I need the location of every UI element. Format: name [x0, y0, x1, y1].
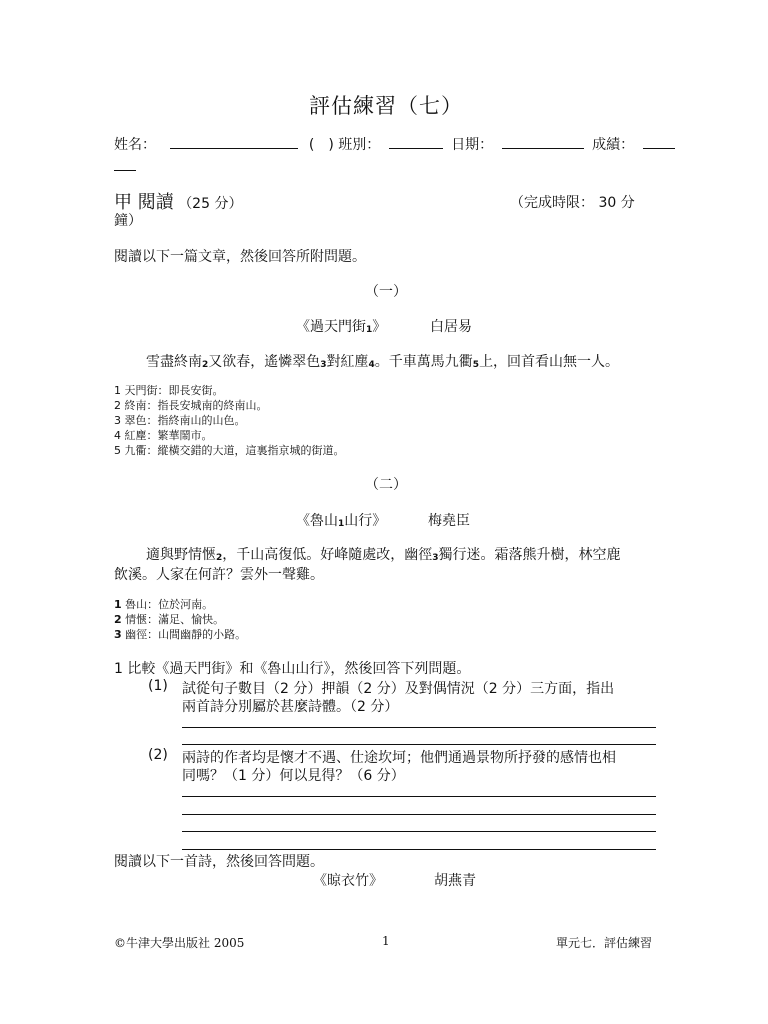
poem1-title-close: 》	[372, 319, 387, 335]
footnote-number: 1	[114, 598, 122, 611]
answer-line[interactable]	[182, 796, 656, 797]
question-1b-line2: 同嗎？（1 分）何以見得？（6 分）	[182, 768, 405, 784]
section-marks: （25 分）	[178, 196, 243, 212]
student-info-row	[114, 134, 675, 154]
footnote-number: 3	[114, 628, 122, 641]
footer-copyright: ©牛津大學出版社 2005	[114, 936, 245, 950]
question-1b-line1: 兩詩的作者均是懷才不遇、仕途坎坷；他們通過景物所抒發的感情也相	[182, 750, 616, 766]
question-1a-label: (1)	[148, 678, 168, 694]
footnote: 3 翠色：指終南山的山色。	[114, 414, 246, 427]
poem2-title	[296, 510, 386, 530]
poem1-text-part: 又欲春，遙憐翠色	[208, 354, 321, 370]
footnote-number: 2	[114, 613, 122, 626]
date-label: 日期：	[451, 137, 494, 153]
poem1-title-text: 《過天門街	[296, 319, 366, 335]
footnote	[114, 597, 246, 612]
footnote-ref: 1	[366, 325, 373, 335]
poem2-author: 梅堯臣	[428, 513, 470, 529]
question-1-stem: 1 比較《過天門街》和《魯山山行》，然後回答下列問題。	[114, 661, 471, 677]
footer-unit: 單元七．評估練習	[556, 936, 653, 950]
score-field[interactable]	[643, 134, 675, 149]
poem2-number: （二）	[365, 477, 407, 493]
footnote: 1 天門街：即長安街。	[114, 384, 224, 397]
footnote: 4 紅塵：繁華鬧市。	[114, 429, 213, 442]
poem2-text-line2: 飲溪。人家在何許？雲外一聲雞。	[114, 567, 324, 583]
page-title: 評估練習（七）	[309, 94, 463, 118]
footnote-ref: 5	[472, 360, 480, 370]
poem2-text-part: ，千山高復低。好峰隨處改，幽徑	[222, 547, 433, 563]
footnote-ref: 3	[320, 360, 327, 370]
class-label: ( ) 班別：	[308, 137, 381, 153]
footnote-ref: 3	[432, 553, 439, 563]
poem1-text	[146, 351, 619, 371]
question-1a-line2: 兩首詩分別屬於甚麼詩體。（2 分）	[182, 699, 399, 715]
class-field[interactable]	[389, 134, 443, 149]
poem2-text-part: 獨行迷。霜落熊升樹，林空鹿	[438, 547, 621, 563]
name-label: 姓名：	[114, 137, 156, 153]
poem2-text-part: 適與野情愜	[146, 547, 216, 563]
answer-line[interactable]	[182, 727, 656, 728]
footnote-ref: 2	[216, 553, 223, 563]
footnote: 5 九衢：縱橫交錯的大道，這裏指京城的街道。	[114, 444, 345, 457]
footnote-ref: 4	[368, 360, 375, 370]
poem1-number: （一）	[365, 284, 407, 300]
score-label: 成績：	[592, 137, 635, 153]
footnote-ref: 1	[338, 519, 345, 529]
poem1-author: 白居易	[430, 319, 472, 335]
footer-page-number: 1	[382, 934, 390, 948]
time-limit-wrap: 鐘）	[114, 213, 142, 229]
question-1b-label: (2)	[148, 747, 168, 763]
footnote-text: 幽徑：山間幽靜的小路。	[121, 628, 247, 641]
poem1-text-part: 上，回首看山無一人。	[479, 354, 620, 370]
poem3-author: 胡燕青	[434, 873, 476, 889]
time-limit: （完成時限： 30 分	[510, 195, 635, 211]
poem1-text-part: 對紅塵	[326, 354, 369, 370]
instruction-1: 閱讀以下一篇文章，然後回答所附問題。	[114, 249, 366, 265]
poem1-text-part: 雪盡終南	[146, 354, 202, 370]
date-field[interactable]	[502, 134, 584, 149]
footnote: 2 終南：指長安城南的終南山。	[114, 399, 268, 412]
instruction-2: 閱讀以下一首詩，然後回答問題。	[114, 854, 324, 870]
footnote	[114, 612, 246, 627]
poem2-title-text: 《魯山	[296, 513, 338, 529]
answer-line[interactable]	[182, 831, 656, 832]
name-field[interactable]	[170, 134, 298, 149]
score-field-wrap	[114, 170, 136, 171]
poem2-notes	[114, 597, 246, 642]
poem2-text-line1	[146, 544, 621, 564]
footnote	[114, 627, 246, 642]
answer-line[interactable]	[182, 849, 656, 850]
poem2-title-close: 山行》	[344, 513, 387, 529]
answer-line[interactable]	[182, 744, 656, 745]
question-1a-line1: 試從句子數目（2 分）押韻（2 分）及對偶情況（2 分）三方面，指出	[182, 681, 615, 697]
footnote-text: 魯山：位於河南。	[121, 598, 214, 611]
footnote-text: 情愜：滿足、愉快。	[121, 613, 225, 626]
answer-line[interactable]	[182, 814, 656, 815]
footnote-ref: 2	[202, 360, 209, 370]
poem1-notes	[114, 383, 345, 458]
worksheet-page	[114, 0, 658, 1024]
poem1-text-part: 。千車萬馬九衢	[374, 354, 473, 370]
poem3-title: 《晾衣竹》	[313, 873, 383, 889]
section-title: 甲 閱讀	[114, 192, 174, 213]
poem1-title	[296, 316, 386, 336]
